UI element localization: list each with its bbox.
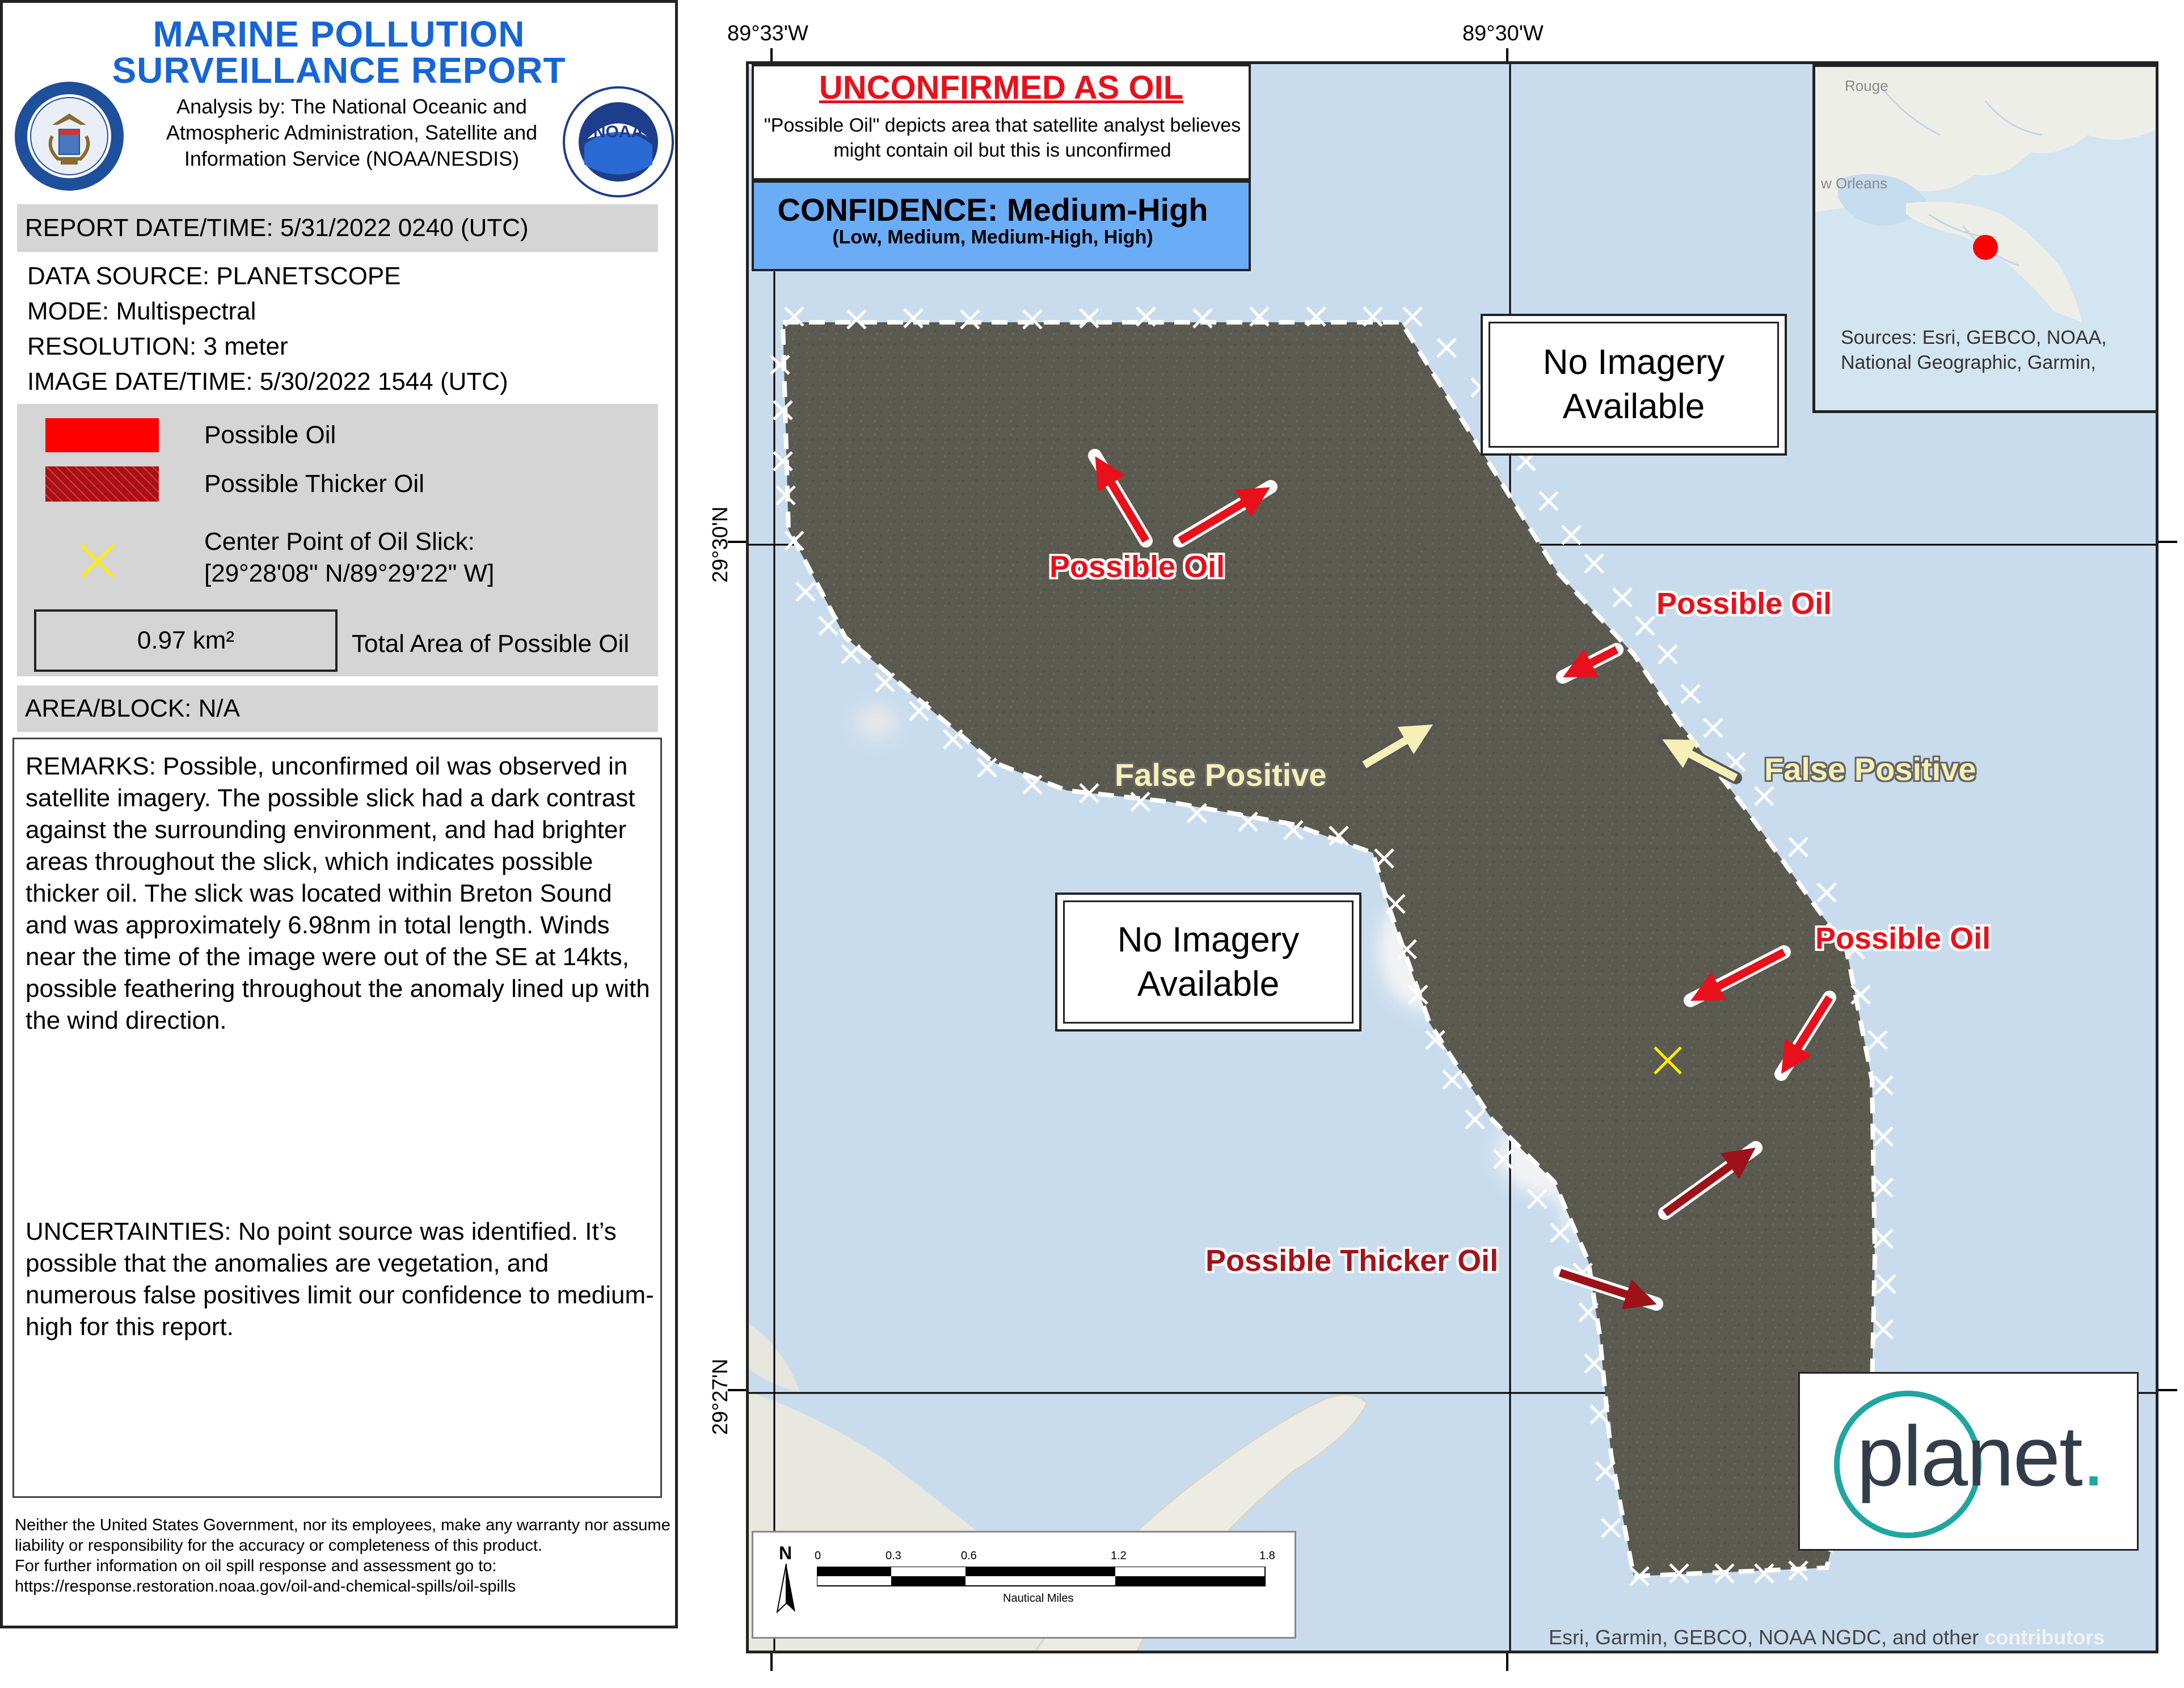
no-imagery-box-upper xyxy=(1481,314,1787,456)
scale-tick-1-8: 1.8 xyxy=(1259,1550,1275,1562)
resolution: RESOLUTION: 3 meter xyxy=(27,332,288,360)
map-frame[interactable] xyxy=(746,61,2158,1653)
svg-text:NOAA: NOAA xyxy=(593,123,644,141)
callout-possible-oil-2: Possible Oil xyxy=(1656,587,1832,621)
area-block: AREA/BLOCK: N/A xyxy=(17,685,658,732)
lat-label-north: 29°30'N xyxy=(709,506,732,583)
scale-tick-1-2: 1.2 xyxy=(1111,1550,1127,1562)
unconfirmed-box xyxy=(752,64,1251,180)
uncertainties-text: UNCERTAINTIES: No point source was identified. It’s possible that the anomalies are vegetation, and numerous false positives limit our confidence to medium-high for this report. xyxy=(26,1218,654,1341)
inset-location-dot xyxy=(1973,235,1998,260)
inset-label-new-orleans: w Orleans xyxy=(1821,175,1888,192)
lat-label-south: 29°27'N xyxy=(709,1358,732,1435)
planet-logo xyxy=(1798,1372,2139,1551)
image-datetime: IMAGE DATE/TIME: 5/30/2022 1544 (UTC) xyxy=(27,368,508,395)
no-imagery-line1: No Imagery xyxy=(1542,343,1725,382)
legend-center-coords: [29°28'08" N/89°29'22" W] xyxy=(204,559,495,587)
unconfirmed-title: UNCONFIRMED AS OIL xyxy=(819,69,1184,106)
confidence-level: CONFIDENCE: Medium-High xyxy=(777,192,1208,228)
north-arrow-icon xyxy=(775,1564,798,1615)
callout-possible-oil-1: Possible Oil xyxy=(1049,550,1225,584)
scale-bar-graphic xyxy=(817,1567,1271,1587)
inset-sources: Sources: Esri, GEBCO, NOAA, National Geographic, Garmin, xyxy=(1841,327,2107,373)
total-area-label: Total Area of Possible Oil xyxy=(352,630,630,658)
no-imagery-line2: Available xyxy=(1137,964,1280,1004)
north-label: N xyxy=(779,1543,792,1563)
data-source: DATA SOURCE: PLANETSCOPE xyxy=(27,262,401,290)
legend-label-possible-oil: Possible Oil xyxy=(204,421,336,449)
more-info-text: For further information on oil spill response and assessment go to: xyxy=(15,1557,497,1575)
scale-tick-0-3: 0.3 xyxy=(886,1550,901,1562)
total-area-value: 0.97 km² xyxy=(34,609,338,672)
scale-bar-box xyxy=(752,1531,1296,1639)
map-attribution: Esri, Garmin, GEBCO, NOAA NGDC, and other contributors xyxy=(1549,1626,2105,1649)
mode: MODE: Multispectral xyxy=(27,297,256,325)
callout-false-positive-2: False Positive xyxy=(1764,751,1976,787)
inset-map[interactable] xyxy=(1812,64,2158,413)
callout-possible-oil-3: Possible Oil xyxy=(1815,921,1991,955)
inset-label-rouge: Rouge xyxy=(1845,77,1888,94)
lon-label-west: 89°33'W xyxy=(727,22,808,45)
no-imagery-box-lower xyxy=(1055,893,1361,1032)
report-datetime: REPORT DATE/TIME: 5/31/2022 0240 (UTC) xyxy=(17,204,658,252)
more-info-url[interactable]: https://response.restoration.noaa.gov/oil-and-chemical-spills/oil-spills xyxy=(15,1577,516,1596)
confidence-scale: (Low, Medium, Medium-High, High) xyxy=(832,226,1153,248)
no-imagery-line2: Available xyxy=(1562,387,1705,426)
callout-false-positive-1: False Positive xyxy=(1115,757,1327,793)
analysis-by-text: Analysis by: The National Oceanic and Atmospheric Administration, Satellite and Information Service (NOAA/NESDIS) xyxy=(166,95,538,170)
legend-label-thicker-oil: Possible Thicker Oil xyxy=(204,470,424,498)
scale-unit: Nautical Miles xyxy=(1003,1592,1074,1605)
remarks-text: REMARKS: Possible, unconfirmed oil was observed in satellite imagery. The possible slick had a dark contrast against the surrounding environment, and had brighter areas throughout the slick, which indicates possible thicker oil. The slick was located within Breton Sound and was approximately 6.98nm in total length. Winds near the time of the image were out of the SE at 14kts, possible feathering throughout the anomaly lined up with the wind direction. xyxy=(26,752,650,1034)
confidence-box xyxy=(752,180,1251,271)
unconfirmed-desc: "Possible Oil" depicts area that satellite analyst believes might contain oil but this is unconfirmed xyxy=(764,115,1241,161)
report-title-line1: MARINE POLLUTION xyxy=(153,14,525,54)
disclaimer-text: Neither the United States Government, nor its employees, make any warranty nor assume liability or responsibility for the accuracy or completeness of this product. xyxy=(15,1516,671,1555)
no-imagery-line1: No Imagery xyxy=(1117,920,1300,959)
planet-logo-text: planet. xyxy=(1857,1408,2105,1504)
report-title-line2: SURVEILLANCE REPORT xyxy=(112,50,566,91)
legend-label-center-point: Center Point of Oil Slick: xyxy=(204,528,475,555)
callout-thicker-oil: Possible Thicker Oil xyxy=(1205,1244,1499,1278)
scale-tick-0-6: 0.6 xyxy=(961,1550,977,1562)
scale-tick-0: 0 xyxy=(815,1550,821,1562)
lon-label-east: 89°30'W xyxy=(1462,22,1544,45)
